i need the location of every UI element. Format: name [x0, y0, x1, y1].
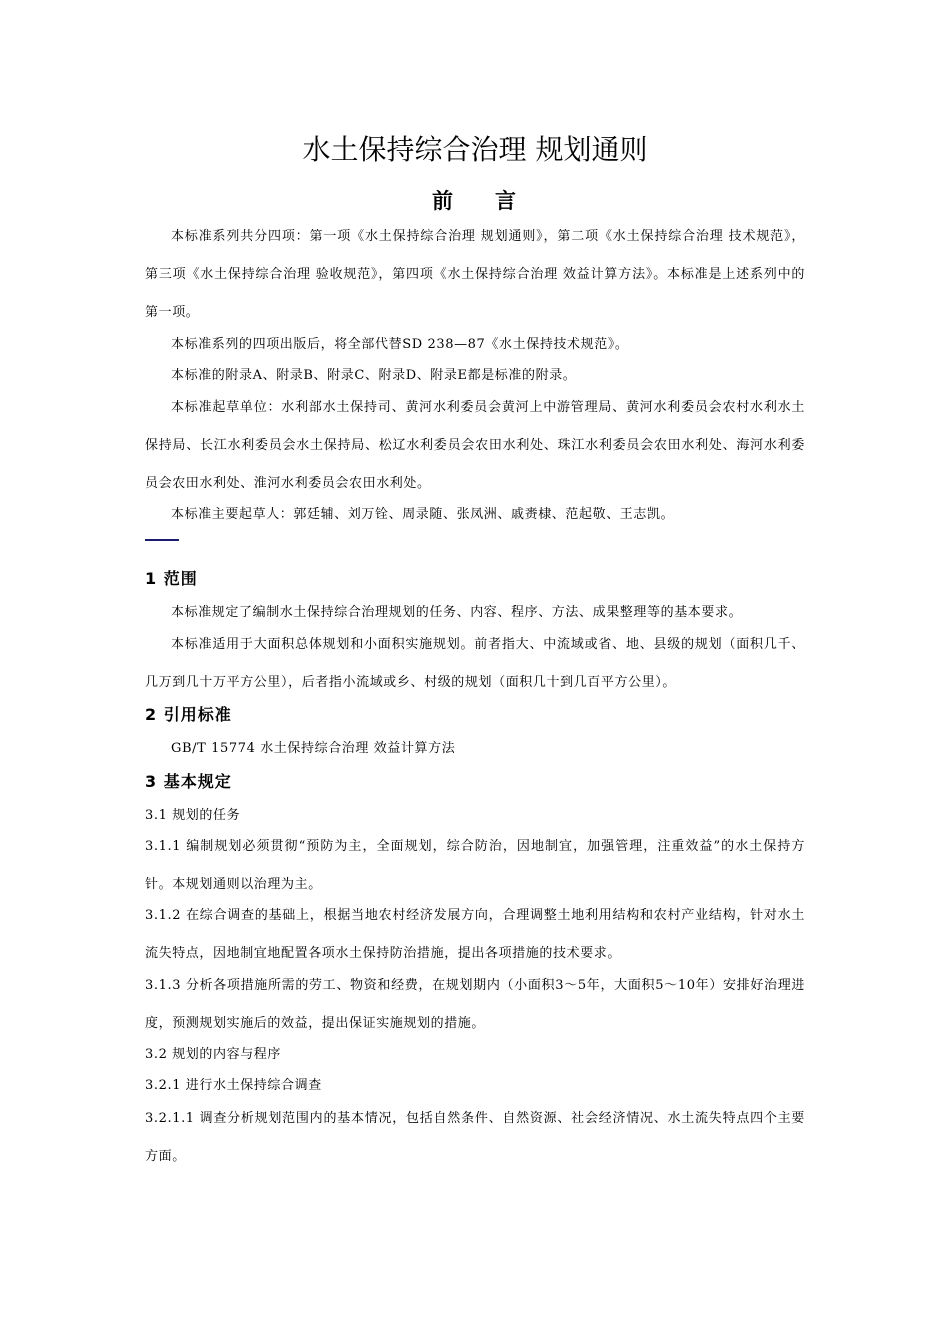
section-1-heading: 1 范围	[145, 569, 198, 588]
preface-paragraph-5: 本标准主要起草人：郭廷辅、刘万铨、周录随、张凤洲、戚赉棣、范起敬、王志凯。	[171, 507, 675, 522]
section-3-heading: 3 基本规定	[145, 772, 232, 791]
section-2-heading: 2 引用标准	[145, 705, 232, 724]
clause-3-1-2: 3.1.2 在综合调查的基础上，根据当地农村经济发展方向，合理调整土地利用结构和农村产业结构，针对水土流失特点，因地制宜地配置各项水土保持防治措施，提出各项措施的技术要求。	[145, 908, 805, 961]
preface-heading-left: 前	[432, 189, 455, 213]
preface-heading-right: 言	[495, 189, 518, 213]
section-1-paragraph-1: 本标准规定了编制水土保持综合治理规划的任务、内容、程序、方法、成果整理等的基本要求。	[171, 605, 743, 620]
clause-3-1-3: 3.1.3 分析各项措施所需的劳工、物资和经费，在规划期内（小面积3～5年，大面积5～10年）安排好治理进度，预测规划实施后的效益，提出保证实施规划的措施。	[145, 978, 805, 1031]
clause-3-1: 3.1 规划的任务	[145, 808, 241, 823]
divider-rule	[145, 539, 179, 541]
clause-3-2: 3.2 规划的内容与程序	[145, 1047, 282, 1062]
section-1-paragraph-2: 本标准适用于大面积总体规划和小面积实施规划。前者指大、中流域或省、地、县级的规划（面积几千、几万到几十万平方公里），后者指小流域或乡、村级的规划（面积几十到几百平方公里）。	[145, 637, 805, 690]
clause-3-2-1: 3.2.1 进行水土保持综合调查	[145, 1078, 322, 1093]
preface-paragraph-3: 本标准的附录A、附录B、附录C、附录D、附录E都是标准的附录。	[171, 368, 577, 383]
section-2-reference: GB/T 15774 水土保持综合治理 效益计算方法	[171, 741, 456, 756]
preface-paragraph-4: 本标准起草单位：水利部水土保持司、黄河水利委员会黄河上中游管理局、黄河水利委员会农村水利水土保持局、长江水利委员会水土保持局、松辽水利委员会农田水利处、珠江水利委员会农田水利处、海河水利委员会农田水利处、淮河水利委员会农田水利处。	[145, 400, 805, 491]
preface-heading	[0, 186, 950, 216]
clause-3-1-1: 3.1.1 编制规划必须贯彻“预防为主，全面规划，综合防治，因地制宜，加强管理，注重效益”的水土保持方针。本规划通则以治理为主。	[145, 839, 805, 892]
preface-paragraph-2: 本标准系列的四项出版后，将全部代替SD 238—87《水土保持技术规范》。	[171, 337, 629, 352]
preface-paragraph-1: 本标准系列共分四项：第一项《水土保持综合治理 规划通则》，第二项《水土保持综合治理 技术规范》，第三项《水土保持综合治理 验收规范》，第四项《水土保持综合治理 效益计算方法》。本标准是上述系列中的第一项。	[145, 229, 805, 320]
document-title: 水土保持综合治理 规划通则	[302, 133, 648, 166]
clause-3-2-1-1: 3.2.1.1 调查分析规划范围内的基本情况，包括自然条件、自然资源、社会经济情况、水土流失特点四个主要方面。	[145, 1111, 805, 1164]
